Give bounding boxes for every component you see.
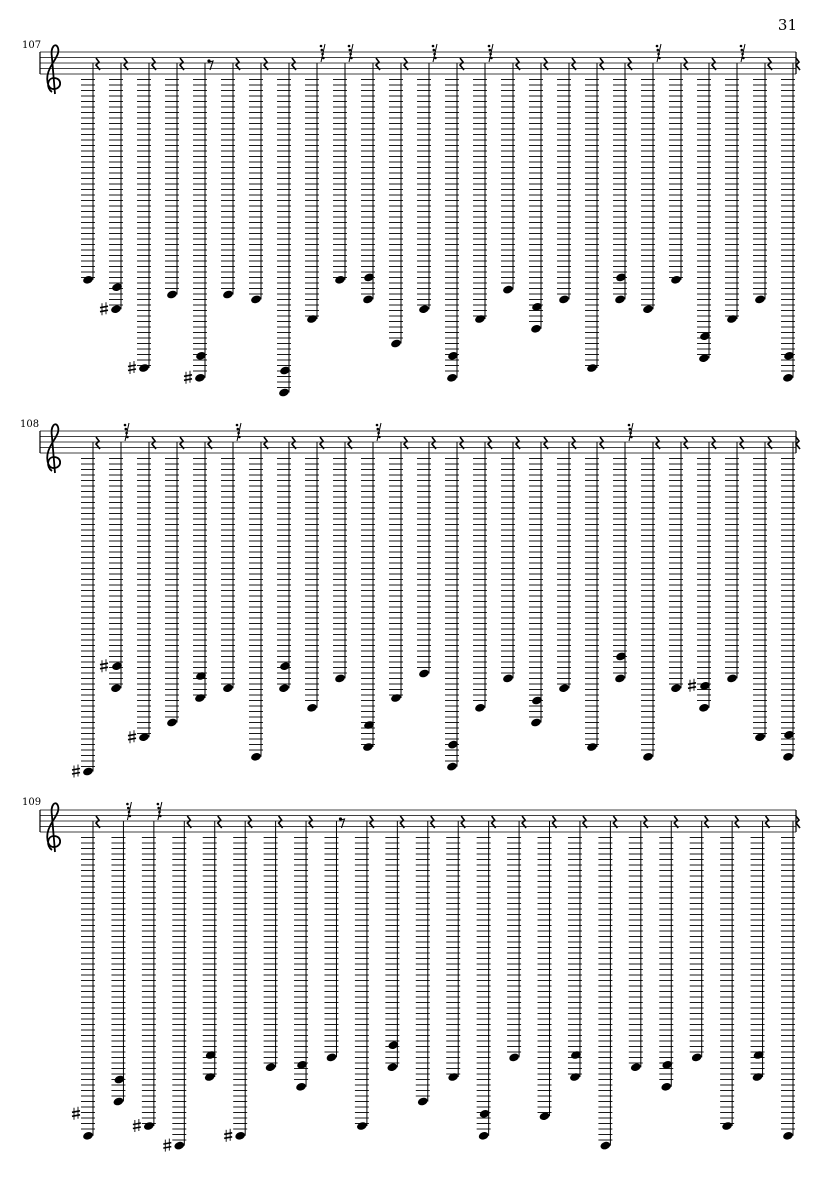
note-head	[110, 304, 122, 314]
note-head	[250, 752, 262, 762]
note-chord	[781, 63, 795, 383]
note-head	[782, 1131, 794, 1141]
sixtyfourth-rest	[488, 44, 493, 62]
staff-system-108	[40, 423, 800, 778]
note-head	[502, 285, 514, 295]
note-chord	[697, 63, 711, 363]
note-head	[726, 314, 738, 324]
sharp-icon	[128, 361, 136, 374]
note-chord	[389, 442, 403, 703]
note-chord	[568, 821, 582, 1082]
note-chord	[165, 442, 179, 728]
note-chord	[529, 442, 543, 728]
note-chord	[725, 63, 739, 324]
note-chord	[557, 442, 571, 693]
note-chord	[629, 821, 643, 1072]
note-head	[138, 363, 150, 373]
note-chord	[445, 63, 459, 383]
note-chord	[163, 821, 186, 1152]
sharp-icon	[72, 1107, 80, 1120]
note-chord	[473, 442, 487, 713]
sixtyfourth-rest	[656, 44, 661, 62]
note-head	[386, 1062, 398, 1072]
note-head	[418, 304, 430, 314]
note-chord	[221, 442, 235, 693]
note-head	[390, 338, 402, 348]
note-chord	[264, 821, 278, 1072]
note-head	[474, 314, 486, 324]
note-head	[446, 373, 458, 383]
note-head	[614, 673, 626, 683]
note-chord	[111, 821, 125, 1107]
note-head	[530, 324, 542, 334]
note-head	[447, 1072, 459, 1082]
note-chord	[659, 821, 673, 1092]
sharp-icon	[688, 679, 696, 692]
note-chord	[669, 63, 683, 285]
note-head	[362, 742, 374, 752]
note-chord	[641, 63, 655, 314]
sixtyfourth-rest	[126, 802, 131, 820]
note-head	[334, 673, 346, 683]
note-head	[194, 693, 206, 703]
note-chord	[416, 821, 430, 1107]
note-head	[265, 1062, 277, 1072]
note-head	[614, 294, 626, 304]
note-chord	[385, 821, 399, 1072]
note-chord	[221, 63, 235, 300]
note-head	[306, 703, 318, 713]
sharp-icon	[128, 730, 136, 743]
note-chord	[361, 63, 375, 304]
note-head	[82, 275, 94, 285]
note-chord	[501, 442, 515, 683]
note-chord	[224, 821, 247, 1142]
note-head	[752, 1072, 764, 1082]
note-chord	[128, 63, 151, 374]
note-head	[642, 752, 654, 762]
note-chord	[133, 821, 156, 1132]
note-head	[362, 294, 374, 304]
note-head	[222, 683, 234, 693]
note-chord	[477, 821, 491, 1141]
sixtyfourth-rest	[320, 44, 325, 62]
sixtyfourth-rest	[740, 44, 745, 62]
note-head	[166, 717, 178, 727]
note-head	[326, 1052, 338, 1062]
note-chord	[473, 63, 487, 324]
note-head	[586, 742, 598, 752]
sixtyfourth-rest	[376, 423, 381, 441]
note-head	[474, 703, 486, 713]
note-chord	[72, 442, 95, 778]
sharp-icon	[184, 371, 192, 384]
note-chord	[641, 442, 655, 762]
note-chord	[529, 63, 543, 334]
note-head	[390, 693, 402, 703]
treble-clef-icon	[47, 45, 60, 94]
sharp-icon	[72, 765, 80, 778]
note-head	[82, 1131, 94, 1141]
note-head	[143, 1121, 155, 1131]
note-head	[630, 1062, 642, 1072]
note-head	[691, 1052, 703, 1062]
note-head	[569, 1072, 581, 1082]
sharp-icon	[224, 1129, 232, 1142]
sixtyfourth-rest	[236, 423, 241, 441]
note-head	[558, 294, 570, 304]
note-chord	[417, 63, 431, 314]
note-chord	[720, 821, 734, 1131]
note-head	[721, 1121, 733, 1131]
note-chord	[446, 821, 460, 1082]
treble-clef-icon	[47, 803, 60, 852]
note-head	[295, 1082, 307, 1092]
sixtyfourth-rest	[432, 44, 437, 62]
note-chord	[249, 442, 263, 762]
note-head	[278, 387, 290, 397]
note-head	[110, 683, 122, 693]
note-chord	[417, 442, 431, 679]
note-chord	[305, 442, 319, 713]
note-head	[173, 1141, 185, 1151]
treble-clef-icon	[47, 424, 60, 473]
note-chord	[389, 63, 403, 349]
measure-number-108: 108	[20, 419, 40, 430]
note-head	[502, 673, 514, 683]
note-head	[599, 1141, 611, 1151]
note-chord	[165, 63, 179, 300]
note-chord	[753, 442, 767, 742]
note-chord	[445, 442, 459, 772]
note-chord	[193, 442, 207, 703]
note-head	[726, 673, 738, 683]
measure-number-107: 107	[22, 40, 42, 51]
note-chord	[100, 63, 123, 315]
note-chord	[598, 821, 612, 1151]
note-chord	[751, 821, 765, 1082]
note-chord	[203, 821, 217, 1082]
note-head	[234, 1131, 246, 1141]
note-head	[508, 1052, 520, 1062]
sixtyfourth-rest	[628, 423, 633, 441]
note-chord	[72, 821, 95, 1141]
note-head	[660, 1082, 672, 1092]
note-head	[670, 683, 682, 693]
note-chord	[585, 442, 599, 752]
note-head	[82, 766, 94, 776]
note-head	[698, 703, 710, 713]
measure-number-109: 109	[22, 797, 42, 808]
sharp-icon	[163, 1139, 171, 1152]
sixtyfourth-rest	[157, 802, 162, 820]
note-head	[586, 363, 598, 373]
note-head	[782, 373, 794, 383]
note-head	[417, 1096, 429, 1106]
note-head	[194, 373, 206, 383]
note-chord	[690, 821, 704, 1062]
note-chord	[669, 442, 683, 693]
note-chord	[294, 821, 308, 1092]
note-head	[558, 683, 570, 693]
sixtyfourth-rest	[124, 423, 129, 441]
note-head	[204, 1072, 216, 1082]
staff-system-109	[40, 802, 800, 1152]
note-chord	[507, 821, 521, 1062]
note-chord	[81, 63, 95, 285]
note-head	[278, 683, 290, 693]
note-chord	[613, 442, 627, 683]
note-chord	[249, 63, 263, 304]
note-head	[166, 289, 178, 299]
note-chord	[333, 442, 347, 683]
note-chord	[184, 63, 207, 384]
note-head	[306, 314, 318, 324]
note-head	[670, 275, 682, 285]
note-chord	[557, 63, 571, 304]
note-chord	[100, 442, 123, 693]
note-chord	[585, 63, 599, 373]
note-head	[782, 752, 794, 762]
note-chord	[277, 442, 291, 693]
note-head	[334, 275, 346, 285]
note-head	[478, 1131, 490, 1141]
page-number: 31	[777, 16, 797, 34]
note-chord	[781, 442, 795, 762]
note-chord	[753, 63, 767, 304]
sixtyfourth-rest	[348, 44, 353, 62]
note-head	[530, 717, 542, 727]
note-chord	[361, 442, 375, 752]
note-chord	[688, 442, 711, 713]
note-head	[642, 304, 654, 314]
sharp-icon	[133, 1119, 141, 1132]
note-head	[113, 1096, 125, 1106]
note-chord	[324, 821, 338, 1062]
note-chord	[613, 63, 627, 304]
note-chord	[355, 821, 369, 1131]
note-chord	[305, 63, 319, 324]
note-chord	[277, 63, 291, 398]
note-head	[250, 294, 262, 304]
sharp-icon	[100, 659, 108, 672]
note-head	[222, 289, 234, 299]
note-chord	[725, 442, 739, 683]
note-head	[754, 294, 766, 304]
note-chord	[333, 63, 347, 285]
staff-system-107	[40, 44, 800, 398]
sharp-icon	[100, 302, 108, 315]
note-head	[418, 668, 430, 678]
note-head	[446, 762, 458, 772]
note-head	[356, 1121, 368, 1131]
note-chord	[538, 821, 552, 1121]
note-chord	[128, 442, 151, 743]
note-chord	[501, 63, 515, 295]
note-chord	[781, 821, 795, 1141]
